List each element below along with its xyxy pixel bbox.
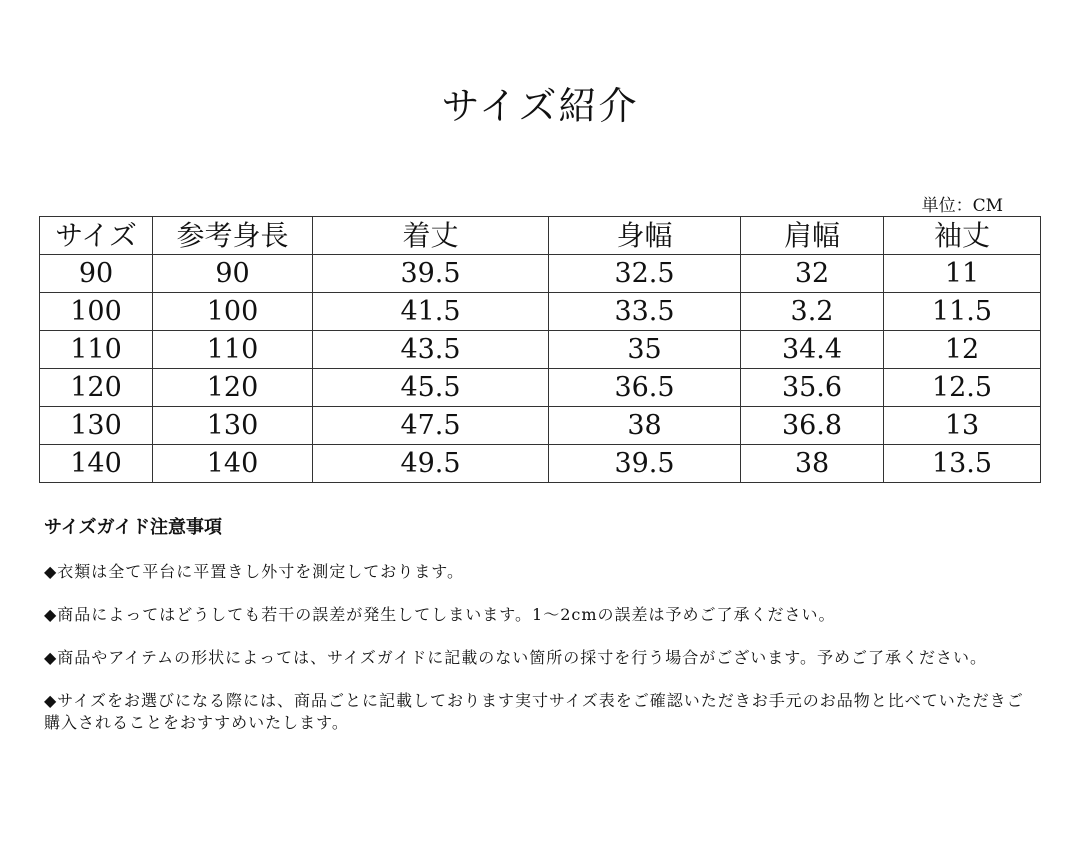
table-cell: 130 [40,407,153,445]
size-table [39,216,1041,483]
table-cell: 39.5 [549,445,741,483]
table-cell: 90 [153,255,313,293]
table-cell: 38 [741,445,884,483]
table-cell: 11.5 [884,293,1041,331]
unit-label: 単位：CM [921,196,1003,216]
table-cell: 120 [40,369,153,407]
table-cell: 38 [549,407,741,445]
table-cell: 140 [40,445,153,483]
table-cell: 34.4 [741,331,884,369]
table-row [40,369,1041,407]
table-cell: 39.5 [313,255,549,293]
table-cell: 140 [153,445,313,483]
column-header-chest: 身幅 [549,217,741,255]
table-cell: 12 [884,331,1041,369]
table-cell: 32.5 [549,255,741,293]
table-cell: 3.2 [741,293,884,331]
table-cell: 36.8 [741,407,884,445]
column-header-sleeve: 袖丈 [884,217,1041,255]
table-cell: 90 [40,255,153,293]
table-row [40,445,1041,483]
notes-heading: サイズガイド注意事項 [44,517,223,538]
table-cell: 100 [153,293,313,331]
table-cell: 35 [549,331,741,369]
table-cell: 45.5 [313,369,549,407]
table-cell: 100 [40,293,153,331]
table-row [40,331,1041,369]
note-item: ◆商品によってはどうしても若干の誤差が発生してしまいます。1～2cmの誤差は予めご了承ください。 [44,605,836,624]
table-cell: 120 [153,369,313,407]
table-cell: 41.5 [313,293,549,331]
table-cell: 110 [40,331,153,369]
table-cell: 36.5 [549,369,741,407]
table-cell: 13.5 [884,445,1041,483]
table-cell: 33.5 [549,293,741,331]
table-cell: 12.5 [884,369,1041,407]
table-cell: 35.6 [741,369,884,407]
table-cell: 130 [153,407,313,445]
column-header-size: サイズ [40,217,153,255]
note-item: ◆衣類は全て平台に平置きし外寸を測定しております。 [44,562,465,581]
table-cell: 49.5 [313,445,549,483]
column-header-height: 参考身長 [153,217,313,255]
table-cell: 43.5 [313,331,549,369]
column-header-shoulder: 肩幅 [741,217,884,255]
table-row [40,255,1041,293]
table-row [40,407,1041,445]
note-item: ◆商品やアイテムの形状によっては、サイズガイドに記載のない箇所の採寸を行う場合がございます。予めご了承ください。 [44,648,988,667]
table-cell: 11 [884,255,1041,293]
table-cell: 13 [884,407,1041,445]
table-cell: 47.5 [313,407,549,445]
page-title: サイズ紹介 [441,84,639,128]
size-guide-notes [44,515,1040,755]
table-cell: 32 [741,255,884,293]
table-header-row [40,217,1041,255]
column-header-length: 着丈 [313,217,549,255]
table-cell: 110 [153,331,313,369]
table-row [40,293,1041,331]
note-item: ◆サイズをお選びになる際には、商品ごとに記載しております実寸サイズ表をご確認いただきお手元のお品物と比べていただきご購入されることをおすすめいたします。 [44,691,1024,732]
